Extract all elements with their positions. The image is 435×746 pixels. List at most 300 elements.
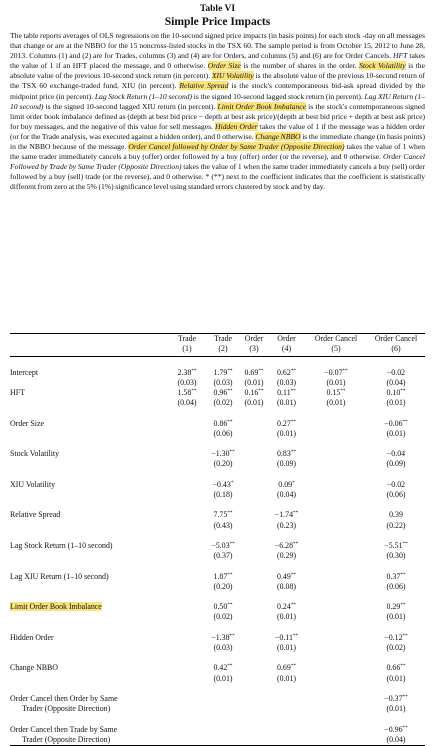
row-label-continued [10,582,168,592]
table-row-se [10,582,425,592]
caption-variable-name: Order Cancel Followed by Trade by Same Trader (Opposite Direction) [10,152,425,172]
caption-variable-name: Order Cancel followed by Order by Same Trader (Opposite Direction) [128,142,345,152]
standard-error-cell [240,612,268,622]
coefficient-cell [168,510,206,520]
table-row-se [10,551,425,561]
column-header: Order [277,334,296,343]
standard-error-cell: (0.30) [386,551,406,561]
caption-text: is the immediate change (in basis points) in the NBBO because of the message. [10,131,425,152]
row-label-continued [10,398,168,408]
row-label [10,541,168,551]
row-label-continued [10,521,168,531]
coefficient-cell: 1.79** [213,367,233,377]
coefficient-cell [240,449,268,459]
row-label-continued: Trader (Opposite Direction) [22,704,111,714]
standard-error-cell [168,735,206,745]
table-row [10,694,425,704]
significance-stars: ** [227,388,233,394]
standard-error-cell [240,735,268,745]
coefficient-cell [168,602,206,612]
standard-error-cell [305,674,367,684]
table-row [10,725,425,735]
coefficient-cell [168,633,206,643]
coefficient-cell: 1.58** [177,388,197,397]
coefficient-cell: 0.11** [277,388,296,397]
standard-error-cell: (0.01) [244,377,264,387]
column-header: Order Cancel [374,334,418,343]
coefficient-cell: −6.28** [274,540,299,550]
coefficient-cell: 0.16** [244,388,264,397]
standard-error-cell [305,735,367,745]
row-label-continued [10,612,168,622]
significance-stars: ** [400,602,406,609]
table-row [10,419,425,429]
significance-stars: ** [290,602,296,609]
caption-variable-name: Stock Volatility [359,61,406,71]
coefficient-cell [305,449,367,459]
row-label-text: Lag Stock Return (1–10 second) [10,540,113,550]
coefficient-cell [305,480,367,490]
column-number: (1) [182,344,192,354]
table-row-se [10,612,425,622]
coefficient-cell: −5.51** [384,540,408,550]
standard-error-cell: (0.20) [213,459,233,469]
standard-error-cell: (0.03) [177,377,197,387]
standard-error-cell: (0.01) [326,377,346,387]
coefficient-cell: 0.66** [386,663,406,673]
row-label-continued [10,459,168,469]
coefficient-cell: 0.29** [386,602,406,612]
significance-stars: ** [227,663,233,670]
standard-error-cell [168,490,206,500]
row-label-text: Change NBBO [10,663,58,673]
caption-text: is the signed 10-second lagged stock return (in percent). [192,91,365,101]
column-header: Order Cancel [314,334,358,343]
coefficient-cell [305,663,367,673]
standard-error-cell [305,643,367,653]
standard-error-cell: (0.03) [213,377,233,387]
coefficient-cell: 0.10** [386,388,406,397]
coefficient-cell: −1.30** [211,449,235,459]
coefficient-cell: 0.69** [244,367,264,377]
coefficient-cell: −5.03** [211,540,235,550]
coefficient-cell [206,694,240,704]
coefficient-cell [305,541,367,551]
standard-error-cell [268,704,305,714]
coefficient-cell [240,480,268,490]
row-label-text: Hidden Order [10,632,54,642]
coefficient-cell [168,572,206,582]
significance-stars: ** [400,571,406,578]
coefficient-cell: 0.50** [213,602,233,612]
row-label [10,419,168,429]
row-label [10,572,168,582]
header-blank [10,344,168,354]
row-label-continued [10,378,168,388]
column-header: Trade [213,334,233,343]
table-row [10,602,425,612]
standard-error-cell: (0.22) [386,520,406,530]
row-label [10,725,168,735]
column-number: (5) [331,344,341,354]
standard-error-cell [305,704,367,714]
standard-error-cell: (0.01) [276,428,297,438]
header-row [10,334,425,344]
standard-error-cell: (0.04) [386,734,406,744]
row-label [10,633,168,643]
standard-error-cell [168,459,206,469]
standard-error-cell [240,674,268,684]
coefficient-cell: −1.74** [274,510,299,520]
significance-stars: ** [342,367,348,374]
table-row [10,510,425,520]
coefficient-cell: −0.43* [212,479,234,489]
coefficient-cell [305,694,367,704]
caption-text: is the stock's contemporaneous signed limit order book imbalance defined as (depth at best bid price − depth at best ask price)/(depth at best bid price + depth at best ask price) for buy messages, and the negative of this value for sell messages. [10,101,425,131]
coefficient-cell [305,725,367,735]
standard-error-cell: (0.01) [276,673,297,683]
standard-error-cell [168,551,206,561]
row-label-continued [10,643,168,653]
table-row [10,480,425,490]
significance-stars: ** [290,418,296,425]
caption-text: is the signed 10-second lagged XIU return (in percent). [43,101,218,111]
row-label [10,449,168,459]
standard-error-cell: (0.01) [276,612,297,622]
standard-error-cell: (0.01) [386,673,406,683]
table-row [10,388,425,398]
significance-stars: ** [229,632,235,639]
standard-error-cell: (0.06) [386,581,406,591]
standard-error-cell: (0.02) [213,612,233,622]
column-number: (6) [391,344,401,354]
standard-error-cell: (0.01) [244,398,264,408]
coefficient-cell [240,694,268,704]
coefficient-cell: 0.69** [277,663,296,673]
standard-error-cell: (0.09) [276,459,297,469]
significance-stars: ** [402,693,408,700]
significance-stars: ** [292,632,299,639]
coefficient-cell [168,725,206,735]
row-label-text: Order Size [10,418,44,428]
caption-variable-name: Change NBBO [255,131,301,141]
standard-error-cell [168,521,206,531]
significance-stars: ** [227,571,233,578]
coefficient-cell: −0.04 [386,449,406,459]
significance-stars: ** [290,367,296,374]
standard-error-cell: (0.08) [276,581,297,591]
coefficient-cell [240,572,268,582]
table-row-se [10,459,425,469]
caption-text: is the absolute value of the previous 10-second return of the TSX 60 exchange-traded fund, XIU (in percent). [10,71,425,91]
significance-stars: ** [290,449,296,456]
coefficient-cell [206,725,240,735]
coefficient-cell: −0.96** [384,724,408,734]
standard-error-cell [240,704,268,714]
standard-error-cell: (0.02) [213,398,233,408]
standard-error-cell [240,521,268,531]
table-number: Table VI [199,4,236,14]
table-caption [10,31,425,333]
coefficient-cell [305,572,367,582]
caption-variable-name: Hidden Order [214,121,258,131]
standard-error-cell [305,521,367,531]
column-number: (4) [281,344,292,354]
standard-error-cell [305,582,367,592]
table-row-se [10,735,425,745]
standard-error-cell: (0.23) [276,520,297,530]
significance-stars: ** [227,367,233,374]
significance-stars: ** [191,388,197,394]
coefficient-cell [168,449,206,459]
significance-stars: ** [340,388,346,394]
paper-page [10,4,425,746]
coefficient-cell: 0.62** [277,367,296,377]
table-row [10,449,425,459]
standard-error-cell [168,704,206,714]
row-label-continued [10,429,168,439]
standard-error-cell: (0.20) [213,581,233,591]
caption-text: takes the value of 1 when the same trader immediately cancels a buy (sell) order followed by a buy (sell) trade (or the reverse), and 0 otherwise. * (**) next to the coefficient indicates that the coefficient is statistically different from zero at the 5% (1%) significance level using standard errors clustered by stock and by day. [10,162,425,192]
coefficient-cell [305,602,367,612]
caption-text: takes the value of 1 if an HFT placed the message, and 0 otherwise. [10,51,425,71]
coefficient-cell: −1.38** [211,632,235,642]
standard-error-cell: (0.04) [386,377,406,387]
coefficient-cell: −0.06** [384,418,408,428]
standard-error-cell [168,612,206,622]
coefficient-cell: 0.42** [213,663,233,673]
coefficient-cell: 0.37** [386,571,406,581]
coefficient-cell: 0.27** [277,418,296,428]
coefficient-cell: 0.15** [326,388,346,397]
coefficient-cell [168,480,206,490]
row-label-text: Order Cancel then Order by Same [10,693,118,703]
standard-error-cell: (0.37) [213,551,233,561]
significance-stars: ** [402,540,408,547]
significance-stars: ** [258,367,264,374]
coefficient-cell [168,663,206,673]
coefficient-cell [240,633,268,643]
row-label-text: Limit Order Book Imbalance [10,602,102,612]
standard-error-cell [240,459,268,469]
coefficient-cell: −0.12** [384,632,408,642]
row-label [10,480,168,490]
table-row [10,368,425,378]
standard-error-cell: (0.01) [276,642,297,652]
coefficient-cell: −0.11** [274,632,299,642]
standard-error-cell [305,429,367,439]
row-label-text: Order Cancel then Trade by Same [10,724,118,734]
table-row [10,541,425,551]
table-title: Simple Price Impacts [164,15,271,28]
caption-text: takes the value of 1 if the message was a hidden order (or for the Trade analysis, was executed against a hidden order), and 0 otherwise. [10,121,425,141]
significance-stars: ** [402,724,408,731]
table-row-se [10,429,425,439]
row-label-text: HFT [10,388,25,397]
standard-error-cell [206,704,240,714]
coefficient-cell: −0.07** [324,367,348,377]
standard-error-cell: (0.03) [213,642,233,652]
caption-variable-name: XIU Volatility [211,71,254,81]
standard-error-cell [240,429,268,439]
coefficient-cell: 0.24** [277,602,296,612]
coefficient-cell [240,602,268,612]
caption-variable-name: HFT [393,51,408,61]
column-number: (3) [249,344,259,354]
coefficient-cell: 0.09* [278,479,295,489]
standard-error-cell [305,459,367,469]
standard-error-cell: (0.43) [213,520,233,530]
coefficient-cell [268,694,305,704]
significance-stars: ** [227,510,233,517]
standard-error-cell [168,643,206,653]
standard-error-cell [206,735,240,745]
standard-error-cell: (0.01) [276,398,297,408]
caption-text: is the number of shares in the order. [240,61,360,71]
coefficient-cell [305,633,367,643]
row-label [10,663,168,673]
coefficient-cell: −0.37** [384,693,408,703]
table-row [10,633,425,643]
significance-stars: ** [402,632,408,639]
coefficient-cell: 1.87** [213,571,233,581]
caption-variable-name: Lag Stock Return (1–10 second) [94,91,193,101]
coefficient-cell [268,725,305,735]
significance-stars: ** [227,418,233,425]
significance-stars: * [230,479,234,486]
coefficient-cell [168,541,206,551]
standard-error-cell: (0.02) [386,642,406,652]
caption-variable-name: Lag XIU Return (1–10 second) [10,91,425,111]
caption-text: takes the value of 1 when the same trader immediately cancels a buy (offer) order followed by a buy (offer) order (or the reverse), and 0 otherwise. [10,142,425,162]
row-label-text: Intercept [10,367,39,377]
standard-error-cell [305,612,367,622]
significance-stars: ** [258,388,264,394]
standard-error-cell [240,582,268,592]
table-row [10,572,425,582]
standard-error-cell [305,551,367,561]
standard-error-cell [168,674,206,684]
row-label-text: Lag XIU Return (1–10 second) [10,571,109,581]
coefficient-cell: −0.02 [386,367,406,377]
significance-stars: ** [290,388,296,394]
standard-error-cell: (0.04) [177,398,197,408]
column-header: Trade [177,334,197,343]
standard-error-cell: (0.06) [213,428,233,438]
coefficient-cell [305,419,367,429]
significance-stars: ** [400,388,406,394]
table-row-se [10,398,425,408]
coefficient-cell [240,663,268,673]
coefficient-cell [240,510,268,520]
row-label-text: Relative Spread [10,510,61,520]
significance-stars: ** [293,540,299,547]
caption-text: The table reports averages of OLS regressions on the 10-second signed price impacts (in basis points) for each stock -day on all messages that change or are at the NBBO for the 15 noncross-listed stocks in the TSX 60. The sample period is from October 15, 2012 to June 28, 2013. Columns (1) and (2) are for Trades, columns (3) and (4) are for Orders, and columns (5) and (6) are for Order Cancels. [10,31,425,61]
coefficient-cell [240,541,268,551]
significance-stars: ** [293,510,299,517]
column-number: (2) [218,344,228,354]
column-header: Order [244,334,264,343]
regression-table [10,334,425,745]
header-number-row [10,344,425,354]
significance-stars: ** [229,540,235,547]
significance-stars: ** [290,663,296,670]
coefficient-cell: 7.75** [213,510,233,520]
significance-stars: ** [227,602,233,609]
coefficient-cell [168,419,206,429]
standard-error-cell: (0.01) [386,612,406,622]
coefficient-cell: 0.83** [277,449,296,459]
significance-stars: * [292,479,295,486]
row-label-continued: Trader (Opposite Direction) [22,734,111,744]
row-label [10,510,168,520]
table-row-se [10,704,425,714]
coefficient-cell: 0.86** [213,418,233,428]
standard-error-cell [168,429,206,439]
coefficient-cell [168,694,206,704]
standard-error-cell [240,551,268,561]
standard-error-cell: (0.03) [276,377,297,387]
standard-error-cell: (0.01) [213,673,233,683]
caption-text: is the absolute value of the previous 10-second stock return (in percent). [10,61,425,81]
row-label-continued [10,490,168,500]
row-label-text: Stock Volatility [10,449,60,459]
row-label [10,602,168,612]
standard-error-cell [268,735,305,745]
coefficient-cell [240,419,268,429]
row-label-continued [10,551,168,561]
significance-stars: ** [402,418,408,425]
row-label-text: XIU Volatility [10,479,56,489]
standard-error-cell: (0.01) [386,428,406,438]
coefficient-cell [305,510,367,520]
caption-text: is the stock's contemporaneous bid-ask spread divided by the midpoint price (in percent). [10,81,425,101]
coefficient-cell [240,725,268,735]
row-label [10,368,168,378]
standard-error-cell [240,490,268,500]
caption-variable-name: Limit Order Book Imbalance [217,101,307,111]
table-row-se [10,674,425,684]
standard-error-cell: (0.18) [213,489,233,499]
significance-stars: ** [229,449,235,456]
row-label [10,388,168,398]
coefficient-cell: 2.38** [177,367,197,377]
coefficient-cell: 0.96** [213,388,233,397]
table-row-se [10,378,425,388]
row-label-continued [10,674,168,684]
coefficient-cell: 0.49** [277,571,296,581]
standard-error-cell [240,643,268,653]
standard-error-cell: (0.06) [386,489,406,499]
table-row [10,663,425,673]
standard-error-cell: (0.01) [386,398,406,408]
table-row-se [10,521,425,531]
standard-error-cell [168,582,206,592]
significance-stars: ** [191,367,197,374]
standard-error-cell: (0.29) [276,551,297,561]
header-blank [10,334,168,344]
standard-error-cell: (0.04) [276,489,297,499]
significance-stars: ** [400,663,406,670]
caption-variable-name: Relative Spread [179,81,229,91]
table-row-se [10,490,425,500]
caption-variable-name: Order Size [207,61,241,71]
coefficient-cell: 0.39 [389,510,403,520]
row-label [10,694,168,704]
standard-error-cell [305,490,367,500]
standard-error-cell: (0.09) [386,459,406,469]
standard-error-cell: (0.01) [386,704,406,714]
